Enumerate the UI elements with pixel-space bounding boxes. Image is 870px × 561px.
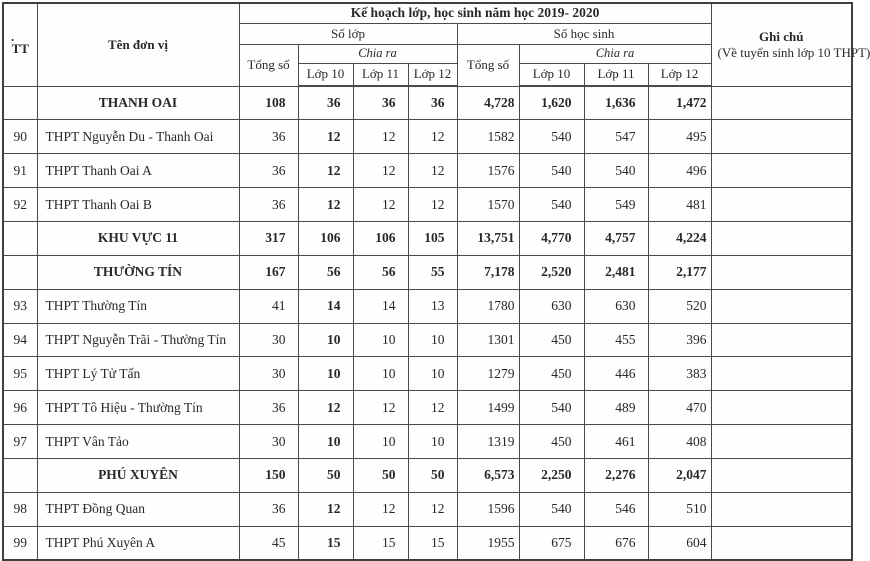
cell-student-grade11: 461 bbox=[584, 425, 648, 459]
header-student-grade11: Lớp 11 bbox=[584, 63, 648, 86]
cell-student-grade12: 481 bbox=[648, 188, 711, 222]
cell-class-grade11: 12 bbox=[353, 391, 408, 425]
cell-class-grade11: 15 bbox=[353, 526, 408, 560]
cell-student-grade12: 510 bbox=[648, 492, 711, 526]
cell-student-grade10: 540 bbox=[519, 120, 584, 154]
cell-class-grade10: 12 bbox=[298, 154, 353, 188]
tt-dot: . bbox=[11, 28, 15, 44]
table-row bbox=[3, 120, 852, 154]
cell-unit-name: THPT Phú Xuyên A bbox=[37, 526, 239, 560]
cell-student-total: 1301 bbox=[457, 323, 519, 357]
cell-class-grade11: 56 bbox=[353, 255, 408, 289]
cell-class-grade10: 14 bbox=[298, 289, 353, 323]
cell-student-grade10: 630 bbox=[519, 289, 584, 323]
cell-row-number: 98 bbox=[3, 492, 37, 526]
cell-unit-name: THPT Đồng Quan bbox=[37, 492, 239, 526]
cell-row-number: 96 bbox=[3, 391, 37, 425]
cell-student-grade11: 549 bbox=[584, 188, 648, 222]
cell-note bbox=[711, 425, 852, 459]
header-student-grade10: Lớp 10 bbox=[519, 63, 584, 86]
cell-class-grade12: 50 bbox=[408, 458, 457, 492]
cell-student-total: 1279 bbox=[457, 357, 519, 391]
cell-class-grade12: 10 bbox=[408, 323, 457, 357]
cell-student-grade10: 4,770 bbox=[519, 221, 584, 255]
cell-student-grade10: 1,620 bbox=[519, 86, 584, 120]
cell-student-grade11: 1,636 bbox=[584, 86, 648, 120]
table-row bbox=[3, 458, 852, 492]
cell-student-grade10: 2,250 bbox=[519, 458, 584, 492]
cell-class-grade12: 12 bbox=[408, 120, 457, 154]
cell-class-total: 167 bbox=[239, 255, 298, 289]
table-body bbox=[3, 86, 852, 560]
cell-student-total: 1499 bbox=[457, 391, 519, 425]
cell-row-number: 93 bbox=[3, 289, 37, 323]
cell-unit-name: THƯỜNG TÍN bbox=[37, 255, 239, 289]
table-row bbox=[3, 391, 852, 425]
cell-student-total: 1596 bbox=[457, 492, 519, 526]
cell-student-grade12: 520 bbox=[648, 289, 711, 323]
cell-student-grade10: 450 bbox=[519, 323, 584, 357]
cell-class-total: 45 bbox=[239, 526, 298, 560]
cell-unit-name: THPT Thanh Oai B bbox=[37, 188, 239, 222]
cell-class-grade12: 36 bbox=[408, 86, 457, 120]
cell-student-grade11: 546 bbox=[584, 492, 648, 526]
cell-student-total: 7,178 bbox=[457, 255, 519, 289]
cell-student-total: 1576 bbox=[457, 154, 519, 188]
cell-unit-name: THPT Vân Tảo bbox=[37, 425, 239, 459]
cell-unit-name: THANH OAI bbox=[37, 86, 239, 120]
cell-row-number: 94 bbox=[3, 323, 37, 357]
cell-student-grade10: 450 bbox=[519, 357, 584, 391]
cell-unit-name: THPT Thanh Oai A bbox=[37, 154, 239, 188]
cell-student-grade12: 604 bbox=[648, 526, 711, 560]
cell-class-grade11: 12 bbox=[353, 154, 408, 188]
cell-class-grade12: 12 bbox=[408, 391, 457, 425]
cell-row-number bbox=[3, 458, 37, 492]
cell-student-grade10: 540 bbox=[519, 391, 584, 425]
header-student-grade12: Lớp 12 bbox=[648, 63, 711, 86]
cell-student-grade11: 630 bbox=[584, 289, 648, 323]
cell-note bbox=[711, 323, 852, 357]
cell-class-total: 36 bbox=[239, 492, 298, 526]
cell-row-number bbox=[3, 86, 37, 120]
cell-note bbox=[711, 526, 852, 560]
note-title: Ghi chú bbox=[759, 28, 804, 44]
cell-note bbox=[711, 458, 852, 492]
cell-class-grade10: 10 bbox=[298, 425, 353, 459]
header-class-grade11: Lớp 11 bbox=[353, 63, 408, 86]
cell-class-grade10: 10 bbox=[298, 323, 353, 357]
cell-row-number: 90 bbox=[3, 120, 37, 154]
cell-class-grade11: 36 bbox=[353, 86, 408, 120]
cell-class-grade12: 55 bbox=[408, 255, 457, 289]
cell-student-grade10: 675 bbox=[519, 526, 584, 560]
cell-class-grade10: 12 bbox=[298, 188, 353, 222]
cell-unit-name: THPT Thường Tín bbox=[37, 289, 239, 323]
cell-student-grade12: 2,047 bbox=[648, 458, 711, 492]
tt-label: TT bbox=[11, 40, 29, 56]
table-row bbox=[3, 255, 852, 289]
table-row bbox=[3, 357, 852, 391]
cell-student-grade12: 1,472 bbox=[648, 86, 711, 120]
cell-student-grade11: 446 bbox=[584, 357, 648, 391]
cell-class-total: 150 bbox=[239, 458, 298, 492]
header-plan-title: Kế hoạch lớp, học sinh năm học 2019- 2020 bbox=[239, 3, 711, 23]
cell-note bbox=[711, 154, 852, 188]
cell-class-grade10: 15 bbox=[298, 526, 353, 560]
cell-class-grade11: 106 bbox=[353, 221, 408, 255]
cell-student-total: 6,573 bbox=[457, 458, 519, 492]
cell-class-grade10: 50 bbox=[298, 458, 353, 492]
table-row bbox=[3, 492, 852, 526]
cell-student-grade11: 676 bbox=[584, 526, 648, 560]
cell-row-number bbox=[3, 221, 37, 255]
table-row bbox=[3, 526, 852, 560]
cell-class-grade12: 15 bbox=[408, 526, 457, 560]
header-student-total: Tổng số bbox=[457, 44, 519, 86]
cell-note bbox=[711, 221, 852, 255]
cell-student-total: 1780 bbox=[457, 289, 519, 323]
cell-student-grade10: 450 bbox=[519, 425, 584, 459]
cell-student-total: 1319 bbox=[457, 425, 519, 459]
cell-class-total: 30 bbox=[239, 323, 298, 357]
cell-class-grade11: 10 bbox=[353, 425, 408, 459]
school-plan-table bbox=[2, 2, 870, 561]
table-row bbox=[3, 425, 852, 459]
header-unit-name: Tên đơn vị bbox=[37, 3, 239, 86]
cell-note bbox=[711, 357, 852, 391]
header-class-grade12: Lớp 12 bbox=[408, 63, 457, 86]
cell-class-grade10: 10 bbox=[298, 357, 353, 391]
cell-class-grade10: 36 bbox=[298, 86, 353, 120]
cell-note bbox=[711, 188, 852, 222]
cell-student-grade12: 408 bbox=[648, 425, 711, 459]
cell-note bbox=[711, 289, 852, 323]
cell-class-total: 30 bbox=[239, 357, 298, 391]
cell-class-grade11: 10 bbox=[353, 357, 408, 391]
cell-student-grade12: 2,177 bbox=[648, 255, 711, 289]
cell-class-total: 30 bbox=[239, 425, 298, 459]
cell-row-number: 91 bbox=[3, 154, 37, 188]
header-class-count: Số lớp bbox=[239, 23, 457, 44]
header-class-grade10: Lớp 10 bbox=[298, 63, 353, 86]
cell-student-total: 4,728 bbox=[457, 86, 519, 120]
table-row bbox=[3, 188, 852, 222]
cell-student-grade10: 540 bbox=[519, 492, 584, 526]
note-subtitle: (Về tuyển sinh lớp 10 THPT) bbox=[717, 44, 870, 60]
cell-student-grade10: 540 bbox=[519, 188, 584, 222]
header-tt bbox=[3, 3, 37, 86]
cell-row-number: 99 bbox=[3, 526, 37, 560]
cell-student-grade11: 455 bbox=[584, 323, 648, 357]
cell-unit-name: KHU VỰC 11 bbox=[37, 221, 239, 255]
cell-student-total: 1570 bbox=[457, 188, 519, 222]
cell-student-total: 1955 bbox=[457, 526, 519, 560]
cell-class-grade12: 10 bbox=[408, 357, 457, 391]
header-note bbox=[711, 3, 870, 86]
header-student-breakdown: Chia ra bbox=[519, 44, 711, 63]
cell-row-number: 97 bbox=[3, 425, 37, 459]
header-class-total: Tổng số bbox=[239, 44, 298, 86]
cell-student-total: 13,751 bbox=[457, 221, 519, 255]
cell-row-number: 95 bbox=[3, 357, 37, 391]
table-row bbox=[3, 289, 852, 323]
cell-class-total: 36 bbox=[239, 120, 298, 154]
cell-student-grade11: 540 bbox=[584, 154, 648, 188]
cell-class-grade10: 12 bbox=[298, 391, 353, 425]
cell-unit-name: THPT Tô Hiệu - Thường Tín bbox=[37, 391, 239, 425]
cell-class-total: 108 bbox=[239, 86, 298, 120]
cell-note bbox=[711, 492, 852, 526]
cell-note bbox=[711, 86, 852, 120]
cell-unit-name: THPT Lý Tử Tấn bbox=[37, 357, 239, 391]
cell-student-grade10: 540 bbox=[519, 154, 584, 188]
cell-class-total: 41 bbox=[239, 289, 298, 323]
cell-student-grade12: 496 bbox=[648, 154, 711, 188]
cell-student-grade12: 396 bbox=[648, 323, 711, 357]
cell-student-grade11: 2,276 bbox=[584, 458, 648, 492]
cell-unit-name: THPT Nguyễn Trãi - Thường Tín bbox=[37, 323, 239, 357]
cell-class-grade10: 106 bbox=[298, 221, 353, 255]
cell-row-number bbox=[3, 255, 37, 289]
cell-class-total: 36 bbox=[239, 188, 298, 222]
cell-class-grade11: 12 bbox=[353, 120, 408, 154]
cell-class-grade12: 13 bbox=[408, 289, 457, 323]
cell-note bbox=[711, 391, 852, 425]
cell-class-total: 36 bbox=[239, 154, 298, 188]
cell-unit-name: THPT Nguyễn Du - Thanh Oai bbox=[37, 120, 239, 154]
cell-student-grade10: 2,520 bbox=[519, 255, 584, 289]
cell-class-grade11: 12 bbox=[353, 492, 408, 526]
cell-student-grade12: 495 bbox=[648, 120, 711, 154]
cell-student-grade11: 4,757 bbox=[584, 221, 648, 255]
cell-student-grade11: 547 bbox=[584, 120, 648, 154]
cell-student-grade12: 383 bbox=[648, 357, 711, 391]
cell-note bbox=[711, 120, 852, 154]
cell-class-total: 36 bbox=[239, 391, 298, 425]
cell-class-grade12: 105 bbox=[408, 221, 457, 255]
cell-class-grade12: 12 bbox=[408, 188, 457, 222]
cell-class-grade11: 10 bbox=[353, 323, 408, 357]
table-row bbox=[3, 323, 852, 357]
cell-class-grade10: 56 bbox=[298, 255, 353, 289]
cell-class-grade11: 50 bbox=[353, 458, 408, 492]
cell-class-grade12: 12 bbox=[408, 154, 457, 188]
cell-student-grade12: 4,224 bbox=[648, 221, 711, 255]
header-class-breakdown: Chia ra bbox=[298, 44, 457, 63]
cell-class-grade12: 12 bbox=[408, 492, 457, 526]
cell-student-grade11: 489 bbox=[584, 391, 648, 425]
cell-class-grade11: 12 bbox=[353, 188, 408, 222]
cell-unit-name: PHÚ XUYÊN bbox=[37, 458, 239, 492]
table-header bbox=[3, 3, 870, 86]
cell-class-total: 317 bbox=[239, 221, 298, 255]
cell-row-number: 92 bbox=[3, 188, 37, 222]
table-row bbox=[3, 154, 852, 188]
cell-student-grade12: 470 bbox=[648, 391, 711, 425]
cell-class-grade12: 10 bbox=[408, 425, 457, 459]
cell-class-grade11: 14 bbox=[353, 289, 408, 323]
header-student-count: Số học sinh bbox=[457, 23, 711, 44]
cell-student-total: 1582 bbox=[457, 120, 519, 154]
table-row bbox=[3, 221, 852, 255]
table-row bbox=[3, 86, 852, 120]
cell-note bbox=[711, 255, 852, 289]
cell-class-grade10: 12 bbox=[298, 492, 353, 526]
cell-student-grade11: 2,481 bbox=[584, 255, 648, 289]
cell-class-grade10: 12 bbox=[298, 120, 353, 154]
